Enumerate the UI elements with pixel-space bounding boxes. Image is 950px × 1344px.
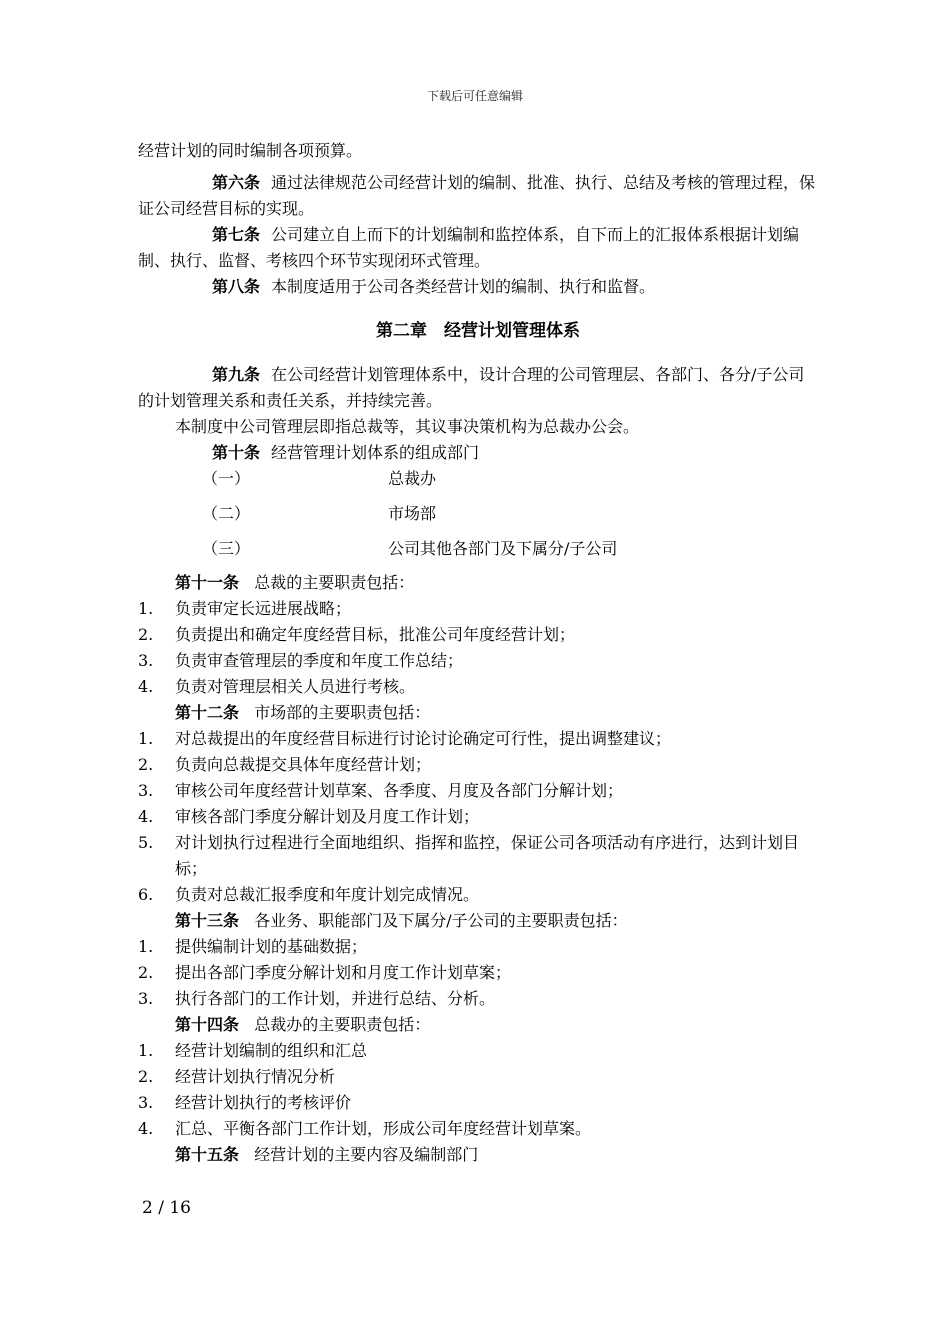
- page-header: 下载后可任意编辑: [426, 89, 523, 103]
- article-6: [138, 170, 818, 222]
- list-text: 负责对管理层相关人员进行考核。: [175, 677, 416, 696]
- article-text: 市场部的主要职责包括：: [254, 703, 431, 722]
- list-item: [138, 752, 818, 778]
- article-11: [138, 570, 818, 596]
- list-item: [138, 804, 818, 830]
- article-label: 第六条: [212, 173, 261, 192]
- article-text: 总裁办的主要职责包括：: [254, 1015, 431, 1034]
- list-text: 汇总、平衡各部门工作计划，形成公司年度经营计划草案。: [175, 1119, 592, 1138]
- list-text: 负责提出和确定年度经营目标，批准公司年度经营计划；: [175, 625, 576, 644]
- list-number: 5.: [138, 833, 154, 852]
- list-text: 执行各部门的工作计划，并进行总结、分析。: [175, 989, 496, 1008]
- list-number: 2.: [138, 1067, 154, 1086]
- article-14: [138, 1012, 818, 1038]
- article-13: [138, 908, 818, 934]
- list-item: [138, 674, 818, 700]
- article-label: 第十二条: [175, 703, 240, 722]
- article-8: [138, 274, 818, 300]
- list-item: [138, 648, 818, 674]
- department-item: [138, 501, 818, 536]
- list-number: 4.: [138, 807, 154, 826]
- department-list: [138, 466, 818, 562]
- list-text: 经营计划执行的考核评价: [175, 1093, 352, 1112]
- list-item: [138, 622, 818, 648]
- article-12-list: [138, 726, 818, 908]
- list-text: 提供编制计划的基础数据；: [175, 937, 368, 956]
- list-text: 提出各部门季度分解计划和月度工作计划草案；: [175, 963, 512, 982]
- article-7: [138, 222, 818, 274]
- article-text: 经营管理计划体系的组成部门: [271, 443, 480, 462]
- article-label: 第十五条: [175, 1145, 240, 1164]
- list-item: [138, 778, 818, 804]
- list-item: [138, 986, 818, 1012]
- list-number: 3.: [138, 989, 154, 1008]
- list-number: 1.: [138, 729, 154, 748]
- article-text: 总裁的主要职责包括：: [254, 573, 415, 592]
- list-number: 3.: [138, 781, 154, 800]
- department-item: [138, 466, 818, 501]
- article-label: 第十三条: [175, 911, 240, 930]
- list-text: 对总裁提出的年度经营目标进行讨论讨论确定可行性，提出调整建议；: [175, 729, 672, 748]
- article-11-list: [138, 596, 818, 700]
- item-number: （三）: [202, 539, 251, 558]
- article-label: 第十条: [212, 443, 261, 462]
- article-text: 本制度适用于公司各类经营计划的编制、执行和监督。: [271, 277, 656, 296]
- item-text: 公司其他各部门及下属分/子公司: [388, 539, 618, 558]
- list-number: 4.: [138, 677, 154, 696]
- list-item: [138, 960, 818, 986]
- list-number: 2.: [138, 963, 154, 982]
- list-text: 对计划执行过程进行全面地组织、指挥和监控，保证公司各项活动有序进行，达到计划目标；: [175, 833, 800, 878]
- document-body: [138, 138, 818, 1168]
- article-13-list: [138, 934, 818, 1012]
- list-item: [138, 830, 818, 882]
- item-text: 市场部: [388, 504, 437, 523]
- article-12: [138, 700, 818, 726]
- article-label: 第七条: [212, 225, 261, 244]
- list-text: 经营计划编制的组织和汇总: [175, 1041, 368, 1060]
- article-label: 第十一条: [175, 573, 240, 592]
- list-item: [138, 1116, 818, 1142]
- list-number: 2.: [138, 625, 154, 644]
- article-text: 经营计划的主要内容及编制部门: [254, 1145, 479, 1164]
- department-item: [138, 536, 818, 562]
- list-number: 1.: [138, 599, 154, 618]
- list-text: 审核各部门季度分解计划及月度工作计划；: [175, 807, 480, 826]
- article-10: [138, 440, 818, 466]
- list-item: [138, 882, 818, 908]
- list-text: 经营计划执行情况分析: [175, 1067, 336, 1086]
- article-text: 在公司经营计划管理体系中，设计合理的公司管理层、各部门、各分/子公司的计划管理关系和责任关系，并持续完善。: [138, 365, 805, 410]
- list-item: [138, 934, 818, 960]
- article-9: [138, 362, 818, 414]
- article-15: [138, 1142, 818, 1168]
- item-number: （一）: [202, 469, 251, 488]
- continuation-paragraph: 经营计划的同时编制各项预算。: [138, 141, 363, 160]
- list-number: 1.: [138, 1041, 154, 1060]
- list-item: [138, 1038, 818, 1064]
- article-label: 第十四条: [175, 1015, 240, 1034]
- item-text: 总裁办: [388, 469, 437, 488]
- list-number: 3.: [138, 651, 154, 670]
- article-label: 第八条: [212, 277, 261, 296]
- list-item: [138, 596, 818, 622]
- list-number: 4.: [138, 1119, 154, 1138]
- list-item: [138, 726, 818, 752]
- article-text: 通过法律规范公司经营计划的编制、批准、执行、总结及考核的管理过程，保证公司经营目标的实现。: [138, 173, 816, 218]
- list-item: [138, 1064, 818, 1090]
- list-text: 负责向总裁提交具体年度经营计划；: [175, 755, 432, 774]
- page-number: 2 / 16: [142, 1198, 191, 1218]
- note-paragraph: 本制度中公司管理层即指总裁等，其议事决策机构为总裁办公会。: [175, 417, 640, 436]
- list-number: 1.: [138, 937, 154, 956]
- item-number: （二）: [202, 504, 251, 523]
- list-text: 负责审查管理层的季度和年度工作总结；: [175, 651, 464, 670]
- list-text: 负责审定长远进展战略；: [175, 599, 352, 618]
- article-14-list: [138, 1038, 818, 1142]
- list-number: 2.: [138, 755, 154, 774]
- chapter-title: 第二章 经营计划管理体系: [376, 321, 580, 341]
- list-text: 审核公司年度经营计划草案、各季度、月度及各部门分解计划；: [175, 781, 624, 800]
- list-number: 6.: [138, 885, 154, 904]
- article-text: 各业务、职能部门及下属分/子公司的主要职责包括：: [254, 911, 628, 930]
- list-item: [138, 1090, 818, 1116]
- article-label: 第九条: [212, 365, 261, 384]
- list-text: 负责对总裁汇报季度和年度计划完成情况。: [175, 885, 480, 904]
- article-text: 公司建立自上而下的计划编制和监控体系，自下而上的汇报体系根据计划编制、执行、监督、考核四个环节实现闭环式管理。: [138, 225, 800, 270]
- list-number: 3.: [138, 1093, 154, 1112]
